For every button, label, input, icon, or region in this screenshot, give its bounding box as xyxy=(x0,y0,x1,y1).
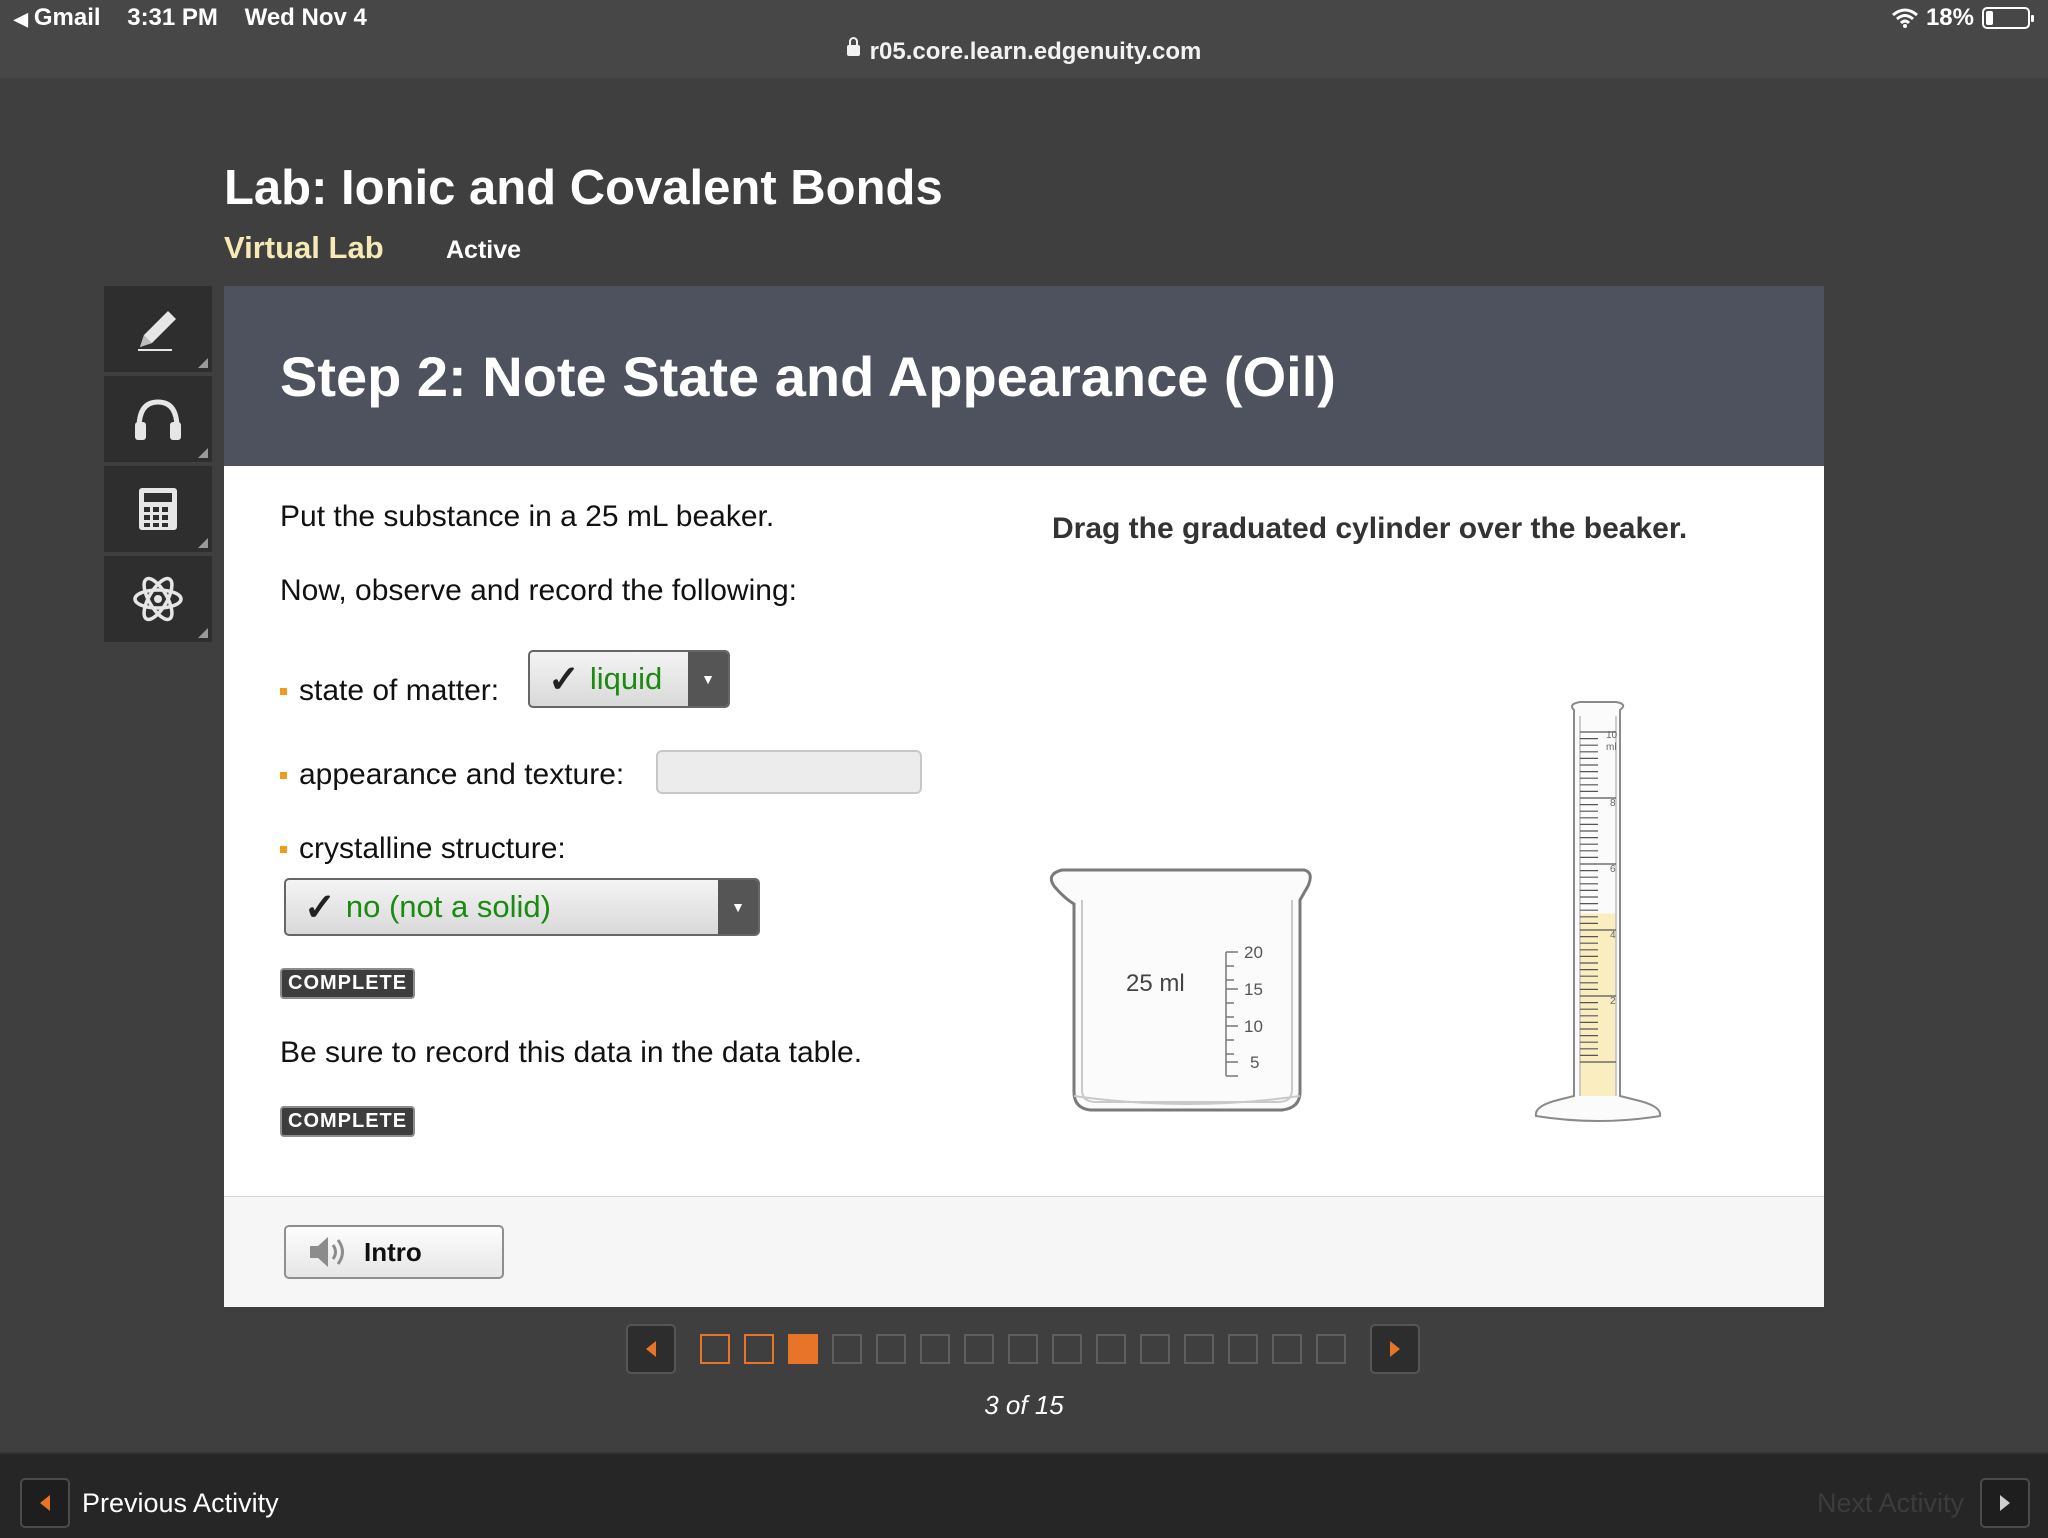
bullet-icon xyxy=(280,772,287,779)
pager-step[interactable] xyxy=(1272,1334,1302,1364)
calculator-icon xyxy=(137,486,179,532)
crystal-row xyxy=(280,832,566,866)
pager-step[interactable] xyxy=(1140,1334,1170,1364)
audio-tool-button[interactable] xyxy=(104,376,212,462)
cylinder-mark: 6 xyxy=(1610,864,1616,875)
step-title: Step 2: Note State and Appearance (Oil) xyxy=(280,345,1336,408)
state-of-matter-text: liquid xyxy=(589,661,663,696)
state-of-matter-value xyxy=(548,652,662,706)
state-of-matter-select[interactable] xyxy=(528,650,730,708)
pager-step[interactable] xyxy=(1052,1334,1082,1364)
intro-label[interactable]: Intro xyxy=(364,1236,422,1267)
crystal-select[interactable] xyxy=(284,878,760,936)
periodic-table-tool-button[interactable] xyxy=(104,556,212,642)
beaker-mark: 10 xyxy=(1244,1017,1263,1036)
pager-step[interactable] xyxy=(700,1334,730,1364)
headphones-icon xyxy=(131,396,185,442)
check-icon: ✓ xyxy=(304,886,336,929)
chevron-down-icon[interactable]: ▼ xyxy=(688,652,728,706)
pager-prev-button[interactable] xyxy=(626,1324,676,1374)
step-header xyxy=(224,286,1824,466)
chevron-down-icon[interactable]: ▼ xyxy=(718,880,758,934)
cylinder-mark: 8 xyxy=(1610,798,1616,809)
pager-step[interactable] xyxy=(964,1334,994,1364)
state-of-matter-label: state of matter: xyxy=(299,674,500,707)
back-app-label[interactable]: Gmail xyxy=(33,4,101,31)
lock-icon xyxy=(847,45,860,56)
url-bar[interactable] xyxy=(0,38,2048,66)
complete-badge: COMPLETE xyxy=(280,1106,415,1137)
triangle-right-icon xyxy=(1998,1494,2012,1512)
battery-percent: 18% xyxy=(1925,4,1974,31)
intro-audio-button[interactable] xyxy=(284,1225,504,1279)
record-note: Be sure to record this data in the data table. xyxy=(280,1036,863,1069)
crystal-text: no (not a solid) xyxy=(345,889,551,924)
step-pager xyxy=(626,1324,1420,1374)
pager-steps xyxy=(686,1334,1346,1364)
pager-step[interactable] xyxy=(788,1334,818,1364)
lab-title: Lab: Ionic and Covalent Bonds xyxy=(224,161,943,215)
pencil-icon xyxy=(132,303,184,355)
pager-step[interactable] xyxy=(1008,1334,1038,1364)
cylinder-mark: 10 xyxy=(1606,730,1618,741)
crystal-label: crystalline structure: xyxy=(299,832,566,865)
lab-subtitle: Virtual Lab xyxy=(224,230,384,265)
triangle-left-icon xyxy=(644,1340,658,1358)
pager-step[interactable] xyxy=(832,1334,862,1364)
beaker-label: 25 ml xyxy=(1126,970,1185,997)
drag-hint: Drag the graduated cylinder over the beaker. xyxy=(1052,512,1688,545)
back-arrow-icon[interactable]: ◀ xyxy=(14,9,28,29)
pager-step[interactable] xyxy=(1316,1334,1346,1364)
next-activity-label: Next Activity xyxy=(1816,1488,1964,1518)
pager-step[interactable] xyxy=(920,1334,950,1364)
status-date: Wed Nov 4 xyxy=(244,4,367,31)
url-text[interactable]: r05.core.learn.edgenuity.com xyxy=(869,38,1202,65)
calculator-tool-button[interactable] xyxy=(104,466,212,552)
status-time: 3:31 PM xyxy=(127,4,218,31)
beaker xyxy=(1042,860,1322,1120)
activity-nav-bar xyxy=(0,1452,2048,1538)
cylinder-unit: ml xyxy=(1606,742,1617,753)
cylinder-mark: 4 xyxy=(1610,930,1616,941)
beaker-mark: 5 xyxy=(1250,1053,1260,1072)
pager-step[interactable] xyxy=(1096,1334,1126,1364)
appearance-input[interactable] xyxy=(656,750,922,794)
triangle-right-icon xyxy=(1388,1340,1402,1358)
pencil-tool-button[interactable] xyxy=(104,286,212,372)
appearance-label: appearance and texture: xyxy=(299,758,625,791)
pager-next-button[interactable] xyxy=(1370,1324,1420,1374)
instruction-beaker: Put the substance in a 25 mL beaker. xyxy=(280,500,775,533)
cylinder-mark: 2 xyxy=(1610,996,1616,1007)
wifi-icon xyxy=(1892,8,1918,28)
pager-step[interactable] xyxy=(876,1334,906,1364)
pager-step[interactable] xyxy=(1184,1334,1214,1364)
triangle-left-icon xyxy=(38,1494,52,1512)
lab-status: Active xyxy=(446,236,522,264)
complete-badge: COMPLETE xyxy=(280,968,415,999)
pager-step[interactable] xyxy=(744,1334,774,1364)
panel-footer xyxy=(224,1196,1824,1307)
beaker-mark: 15 xyxy=(1244,980,1263,999)
battery-fill xyxy=(1986,11,1993,25)
next-activity-button[interactable] xyxy=(1980,1478,2030,1528)
state-of-matter-row xyxy=(280,674,499,708)
beaker-mark: 20 xyxy=(1244,943,1263,962)
status-bar xyxy=(0,0,2048,78)
instruction-observe: Now, observe and record the following: xyxy=(280,574,797,607)
pager-step[interactable] xyxy=(1228,1334,1258,1364)
lab-step-panel xyxy=(224,286,1824,1306)
appearance-row xyxy=(280,758,624,792)
previous-activity-label[interactable]: Previous Activity xyxy=(82,1488,279,1518)
battery-icon xyxy=(1982,7,2030,29)
bullet-icon xyxy=(280,846,287,853)
status-bar-right xyxy=(1892,4,2030,32)
bullet-icon xyxy=(280,688,287,695)
atom-icon xyxy=(131,572,185,626)
graduated-cylinder[interactable] xyxy=(1528,692,1668,1132)
crystal-value xyxy=(304,880,551,934)
speaker-icon xyxy=(306,1232,350,1272)
status-bar-left xyxy=(14,4,387,32)
check-icon: ✓ xyxy=(548,658,580,701)
pager-count: 3 of 15 xyxy=(984,1390,1064,1420)
previous-activity-button[interactable] xyxy=(20,1478,70,1528)
tools-sidebar xyxy=(104,286,212,646)
